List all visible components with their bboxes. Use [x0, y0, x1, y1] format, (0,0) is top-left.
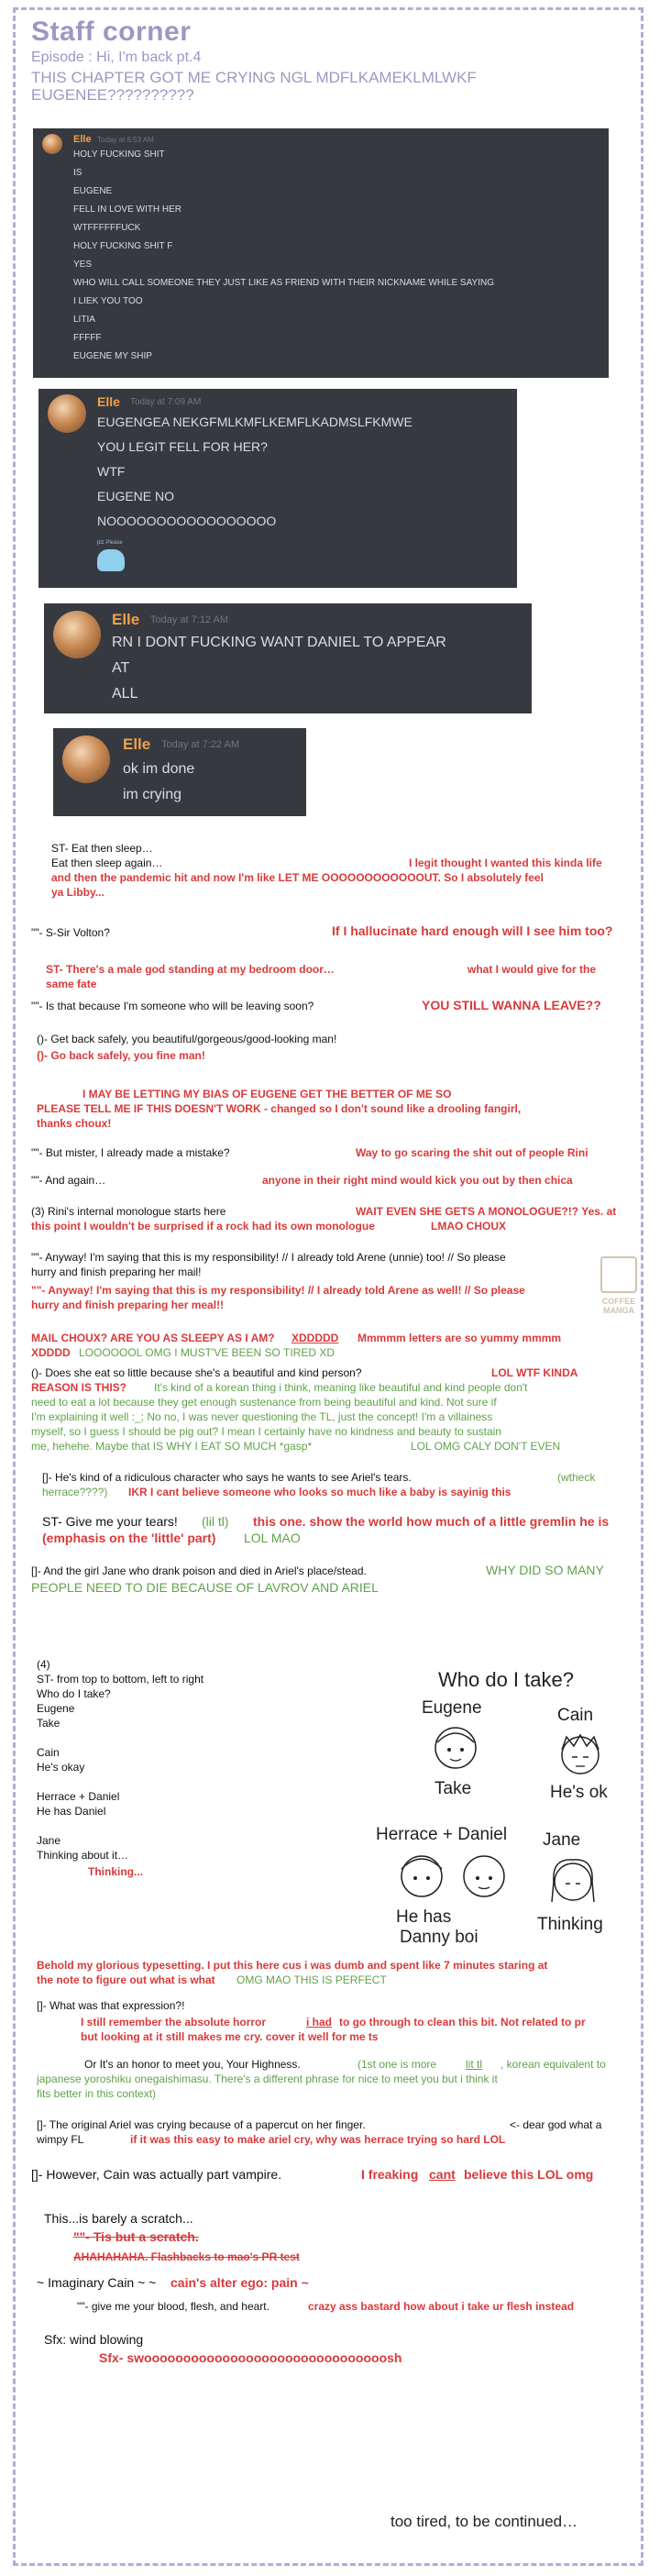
header-comment-1: THIS CHAPTER GOT ME CRYING NGL MDFLKAMEKLMLWKF [31, 69, 477, 86]
typeset-line: Take [37, 1717, 60, 1730]
header-comment-2: EUGENEE?????????? [31, 86, 194, 104]
username: Elle [112, 611, 140, 628]
message-line: EUGENE NO [97, 489, 175, 503]
discord-message-2 [38, 389, 517, 588]
message-line: EUGENE MY SHIP [73, 351, 152, 361]
typeset-line: Who do I take? [37, 1687, 111, 1700]
note-comment: LOL WTF KINDA [491, 1366, 578, 1379]
note-text: wimpy FL [37, 2133, 84, 2146]
typeset-line: Herrace + Daniel [37, 1790, 120, 1803]
message-line: FFFFF [73, 333, 102, 343]
note-comment: MAIL CHOUX? ARE YOU AS SLEEPY AS I AM? [31, 1332, 275, 1344]
note-comment: and then the pandemic hit and now I'm like LET ME OOOOOOOOOOOOUT. So I absolutely feel [51, 871, 544, 884]
note-text: Sfx: wind blowing [44, 2332, 144, 2347]
typeset-line: He has Daniel [37, 1805, 106, 1818]
note-comment: thanks choux! [37, 1117, 112, 1130]
typeset-line: Thinking... [88, 1865, 143, 1878]
typeset-line: ST- from top to bottom, left to right [37, 1673, 204, 1686]
message-line: FELL IN LOVE WITH HER [73, 205, 182, 215]
typeset-line: Cain [37, 1746, 60, 1759]
message-line: YOU LEGIT FELL FOR HER? [97, 439, 268, 454]
herrace-daniel-drawing [385, 1849, 522, 1904]
message-line: ALL [112, 686, 138, 702]
note-text: ()- Does she eat so little because she's a beautiful and kind person? [31, 1366, 362, 1379]
note-comment: anyone in their right mind would kick you out by then chica [262, 1174, 573, 1187]
note-comment: PLEASE TELL ME IF THIS DOESN'T WORK - changed so I don't sound like a drooling fangirl, [37, 1102, 522, 1115]
note-reply: herrace????) [42, 1486, 108, 1498]
note-text: same fate [46, 978, 97, 990]
message-line: LITIA [73, 315, 95, 325]
note-comment: if it was this easy to make ariel cry, why was herrace trying so hard LOL [130, 2133, 506, 2146]
figure-label-hesok: He's ok [550, 1783, 608, 1802]
note-comment: YOU STILL WANNA LEAVE?? [422, 998, 601, 1012]
username: Elle [73, 134, 92, 145]
note-comment: LMAO CHOUX [431, 1220, 506, 1233]
note-comment: what I would give for the [468, 963, 597, 976]
note-reply: fits better in this context) [37, 2087, 157, 2100]
note-reply: (wtheck [557, 1471, 596, 1484]
note-text: ""- give me your blood, flesh, and heart. [77, 2300, 270, 2313]
note-comment: believe this LOL omg [464, 2167, 594, 2182]
note-reply: It's kind of a korean thing i think, meaning like beautiful and kind people don't [154, 1381, 528, 1394]
note-text: []- However, Cain was actually part vampire. [31, 2167, 282, 2182]
message-line: ok im done [123, 761, 195, 777]
note-comment: I still remember the absolute horror [81, 2016, 267, 2029]
figure-label-cain: Cain [557, 1706, 594, 1725]
message-line: AT [112, 660, 130, 676]
note-reply: LOL MAO [244, 1531, 301, 1545]
note-comment: If I hallucinate hard enough will I see him too? [332, 923, 613, 938]
note-text: (3) Rini's internal monologue starts here [31, 1205, 226, 1218]
note-comment: (emphasis on the 'little' part) [42, 1531, 216, 1545]
note-comment: Way to go scaring the shit out of people Rini [356, 1146, 588, 1159]
typeset-line: He's okay [37, 1761, 85, 1774]
note-reply: , korean equivalent to [500, 2058, 606, 2071]
avatar [62, 735, 110, 783]
typeset-number: (4) [37, 1658, 50, 1671]
figure-label-take: Take [434, 1779, 472, 1798]
note-comment: XDDDDD [292, 1332, 339, 1344]
note-comment: XDDDD [31, 1346, 71, 1359]
message-line: WTF [97, 464, 126, 479]
note-comment: ""- Anyway! I'm saying that this is my responsibility! // I already told Arene as well! // So please [31, 1284, 525, 1297]
timestamp: Today at 6:53 AM [97, 136, 154, 144]
message-line: im crying [123, 787, 182, 802]
note-comment: I legit thought I wanted this kinda life [409, 857, 602, 869]
figure-title: Who do I take? [438, 1668, 574, 1691]
note-text: <- dear god what a [510, 2118, 602, 2131]
watermark-logo [587, 1256, 651, 1321]
note-comment: WAIT EVEN SHE GETS A MONOLOGUE?!? Yes. at [356, 1205, 617, 1218]
figure-label-thinking: Thinking [537, 1915, 603, 1934]
figure-label-jane: Jane [543, 1830, 581, 1850]
note-reply: PEOPLE NEED TO DIE BECAUSE OF LAVROV AND ARIEL [31, 1580, 379, 1595]
note-reply: LOOOOOOL OMG I MUST'VE BEEN SO TIRED XD [79, 1346, 336, 1359]
note-reply: OMG MAO THIS IS PERFECT [236, 1973, 387, 1986]
note-comment: but looking at it still makes me cry. cover it well for me ts [81, 2030, 379, 2043]
message-line: IS [73, 168, 82, 178]
discord-message-4 [53, 728, 306, 816]
note-reply: LOL OMG CALY DON'T EVEN [411, 1440, 561, 1453]
message-line: RN I DONT FUCKING WANT DANIEL TO APPEAR [112, 635, 446, 650]
note-reply: WHY DID SO MANY [486, 1563, 604, 1577]
timestamp: Today at 7:09 AM [130, 397, 202, 407]
note-comment: crazy ass bastard how about i take ur flesh instead [308, 2300, 575, 2313]
message-line: YES [73, 260, 93, 270]
watermark-text: COFFEE MANGA [601, 1297, 636, 1315]
note-reply: need to eat a lot because they get enough sustenance from being beautiful and kind. Not sure if [31, 1396, 497, 1409]
note-comment: ""- Tis but a scratch. [73, 2229, 199, 2244]
note-text: ""- S-Sir Volton? [31, 926, 110, 939]
note-text: Eat then sleep again… [51, 857, 163, 869]
note-reply: me, hehehe. Maybe that IS WHY I EAT SO MUCH *gasp* [31, 1440, 313, 1453]
note-comment: this one. show the world how much of a little gremlin he is [253, 1514, 610, 1529]
note-comment: cant [429, 2167, 456, 2182]
note-comment: REASON IS THIS? [31, 1381, 127, 1394]
note-text: ST- There's a male god standing at my bedroom door… [46, 963, 335, 976]
note-comment: I MAY BE LETTING MY BIAS OF EUGENE GET THE BETTER OF ME SO [82, 1088, 452, 1100]
message-line: WHO WILL CALL SOMEONE THEY JUST LIKE AS FRIEND WITH THEIR NICKNAME WHILE SAYING [73, 278, 494, 288]
note-reply: (1st one is more [358, 2058, 437, 2071]
note-reply: I'm explaining it well :_; No no, I was never questioning the TL, just the concept! I'm a villainess [31, 1410, 493, 1423]
page-title: Staff corner [31, 17, 192, 47]
note-text: ""- And again… [31, 1174, 106, 1187]
avatar [48, 394, 86, 433]
episode-label: Episode : Hi, I'm back pt.4 [31, 50, 202, 65]
typeset-line: Thinking about it… [37, 1849, 129, 1862]
note-comment: IKR I cant believe someone who looks so much like a baby is sayinig this [128, 1486, 512, 1498]
note-reply: (lil tl) [202, 1514, 229, 1529]
note-text: This...is barely a scratch... [44, 2211, 193, 2226]
note-comment: Mmmmm letters are so yummy mmmm [358, 1332, 562, 1344]
note-text: ST- Eat then sleep… [51, 842, 153, 855]
note-text: []- He's kind of a ridiculous character who says he wants to see Ariel's tears. [42, 1471, 412, 1484]
avatar [53, 611, 101, 658]
note-text: ()- Get back safely, you beautiful/gorgeous/good-looking man! [37, 1033, 337, 1045]
sticker-caption: plz Please [97, 540, 123, 546]
figure-label-eugene: Eugene [422, 1698, 482, 1718]
jane-drawing [541, 1854, 605, 1909]
note-text: ()- Go back safely, you fine man! [37, 1049, 205, 1062]
note-text: []- The original Ariel was crying because of a papercut on her finger. [37, 2118, 366, 2131]
note-comment: to go through to clean this bit. Not related to pr [339, 2016, 586, 2029]
message-line: EUGENE [73, 186, 113, 196]
note-comment: hurry and finish preparing her meal!! [31, 1299, 225, 1311]
note-comment: Behold my glorious typesetting. I put this here cus i was dumb and spent like 7 minutes staring at [37, 1959, 548, 1972]
to-be-continued: too tired, to be continued… [390, 2513, 578, 2530]
note-reply: lit tl [466, 2058, 482, 2071]
figure-label-herrace: Herrace + Daniel [376, 1825, 508, 1844]
username: Elle [97, 394, 120, 409]
note-text: ""- Anyway! I'm saying that this is my responsibility! // I already told Arene (unnie) too! // So please [31, 1251, 506, 1264]
message-line: NOOOOOOOOOOOOOOOOO [97, 514, 277, 528]
note-comment: this point I wouldn't be surprised if a rock had its own monologue [31, 1220, 375, 1233]
note-comment: i had [306, 2016, 333, 2029]
note-text: []- What was that expression?! [37, 1999, 185, 2012]
timestamp: Today at 7:12 AM [150, 614, 228, 625]
note-text: ST- Give me your tears! [42, 1514, 178, 1529]
message-line: I LIEK YOU TOO [73, 296, 143, 306]
note-text: hurry and finish preparing her mail! [31, 1266, 202, 1278]
note-text: ~ Imaginary Cain ~ ~ [37, 2275, 157, 2290]
discord-message-3 [44, 603, 532, 713]
timestamp: Today at 7:22 AM [161, 739, 239, 750]
note-text: ""- But mister, I already made a mistake? [31, 1146, 230, 1159]
note-text: ""- Is that because I'm someone who will be leaving soon? [31, 1000, 314, 1012]
typeset-line: Jane [37, 1834, 61, 1847]
eugene-drawing [424, 1720, 488, 1775]
discord-message-1 [33, 128, 609, 378]
coffee-cup-icon [600, 1256, 637, 1293]
cain-drawing [548, 1730, 612, 1781]
note-comment: I freaking [361, 2167, 419, 2182]
note-text: []- And the girl Jane who drank poison and died in Ariel's place/stead. [31, 1564, 367, 1577]
note-comment: Sfx- swooooooooooooooooooooooooooooooosh [99, 2350, 402, 2365]
figure-label-hehas: He has [396, 1907, 452, 1927]
note-comment: the note to figure out what is what [37, 1973, 215, 1986]
message-line: WTFFFFFFUCK [73, 223, 141, 233]
message-line: EUGENGEA NEKGFMLKMFLKEMFLKADMSLFKMWE [97, 415, 412, 429]
note-comment: ya Libby... [51, 886, 104, 899]
username: Elle [123, 735, 151, 753]
avatar [42, 134, 62, 154]
note-text: Or It's an honor to meet you, Your Highness. [84, 2058, 301, 2071]
note-reply: myself, so I guess I should be pig out? I mean I certainly have no kindness and beauty to sustain [31, 1425, 501, 1438]
message-line: HOLY FUCKING SHIT F [73, 241, 173, 251]
note-reply: japanese yoroshiku onegaishimasu. There's a different phrase for nice to meet you but i think it [37, 2073, 498, 2085]
crying-sticker-icon [97, 549, 125, 571]
note-comment: cain's alter ego: pain ~ [170, 2275, 309, 2290]
message-line: HOLY FUCKING SHIT [73, 149, 165, 160]
note-comment: AHAHAHAHA. Flashbacks to mao's PR test [73, 2250, 300, 2263]
typeset-line: Eugene [37, 1702, 75, 1715]
figure-label-danny: Danny boi [400, 1928, 478, 1947]
